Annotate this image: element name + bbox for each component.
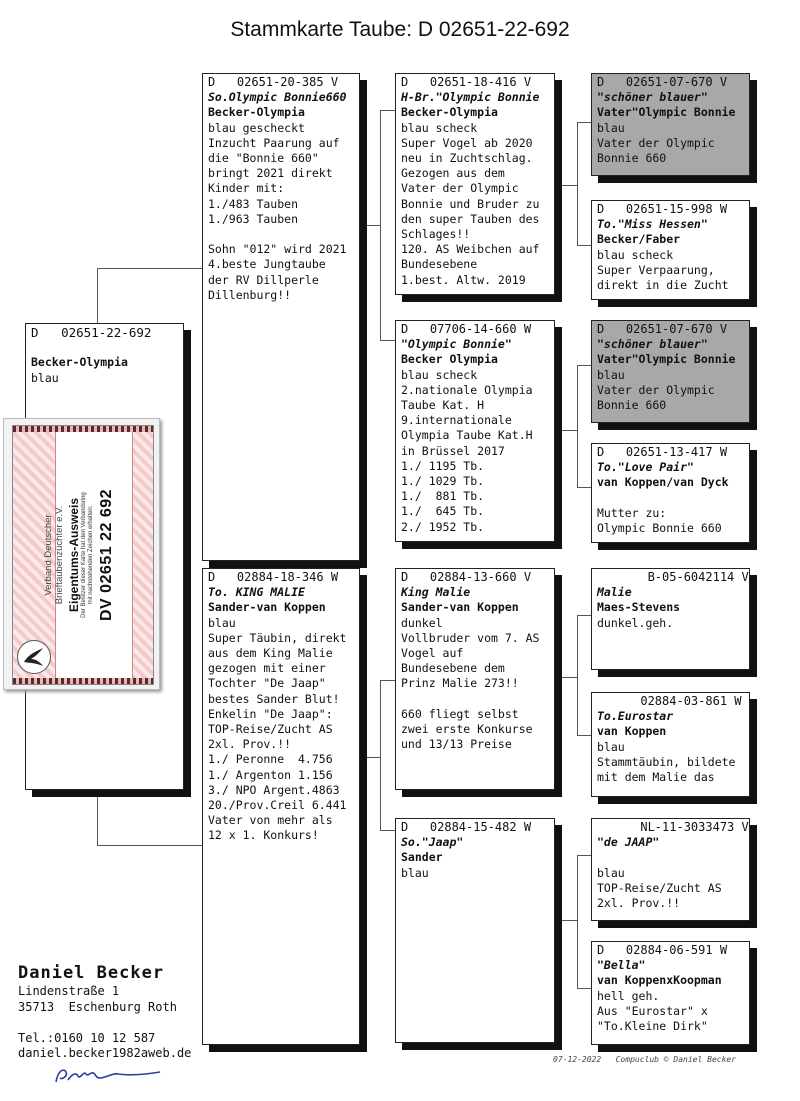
owner-spacer bbox=[18, 1015, 191, 1031]
pigeon-name: King Malie bbox=[401, 585, 471, 600]
pigeon-name: So.Olympic Bonnie660 bbox=[208, 90, 347, 105]
card-line: 2./ 1952 Tb. bbox=[401, 519, 485, 534]
breeder-name: Becker/Faber bbox=[597, 232, 681, 247]
ring-number: D 07706-14-660 W bbox=[401, 322, 532, 336]
card-line: blau bbox=[401, 865, 429, 880]
card-line: Vater von mehr als bbox=[208, 813, 333, 828]
card-line: blau gescheckt bbox=[208, 120, 305, 135]
card-line: zwei erste Konkurse bbox=[401, 722, 533, 737]
card-sire-sire bbox=[395, 73, 555, 295]
card-line: Mutter zu: bbox=[597, 505, 667, 520]
connector-line bbox=[577, 122, 578, 245]
breeder-name: Vater"Olympic Bonnie bbox=[597, 105, 736, 120]
owner-city: 35713 Eschenburg Roth bbox=[18, 999, 177, 1014]
id-card-heading: Eigentums-Ausweis bbox=[67, 497, 81, 613]
card-line: Kinder mit: bbox=[208, 181, 285, 196]
card-dam-sire-sire bbox=[591, 568, 750, 670]
card-line: TOP-Reise/Zucht AS bbox=[208, 722, 333, 737]
card-line: 2.nationale Olympia bbox=[401, 382, 533, 397]
connector-line bbox=[577, 245, 592, 246]
id-card-org-line1: Verband Deutscher bbox=[43, 514, 54, 596]
pigeon-name: "de JAAP" bbox=[597, 835, 660, 850]
card-dam-sire-dam bbox=[591, 692, 750, 797]
connector-line bbox=[577, 365, 578, 487]
card-dam bbox=[202, 568, 360, 1045]
connector-line bbox=[577, 122, 592, 123]
card-sire-dam-sire bbox=[591, 320, 750, 423]
breeder-name: Sander-van Koppen bbox=[208, 600, 326, 615]
card-line: blau bbox=[208, 615, 236, 630]
card-line: Vollbruder vom 7. AS bbox=[401, 630, 540, 645]
card-line bbox=[208, 227, 354, 242]
card-line: 1./ 881 Tb. bbox=[401, 489, 485, 504]
connector-line bbox=[577, 855, 578, 988]
connector-line bbox=[577, 988, 592, 989]
owner-email: daniel.becker1982aweb.de bbox=[18, 1046, 192, 1060]
card-line: blau bbox=[597, 865, 625, 880]
pigeon-logo-icon bbox=[17, 640, 51, 674]
card-line: Bonnie 660 bbox=[597, 151, 667, 166]
ring-number: D 02884-15-482 W bbox=[401, 820, 532, 834]
card-sire-sire-sire bbox=[591, 73, 750, 176]
card-line bbox=[31, 340, 178, 355]
card-dam-sire bbox=[395, 568, 555, 790]
pigeon-name: Malie bbox=[597, 585, 632, 600]
breeder-name: Sander bbox=[401, 850, 443, 865]
page-title: Stammkarte Taube: D 02651-22-692 bbox=[230, 18, 570, 41]
card-line: neu in Zuchtschlag. bbox=[401, 151, 533, 166]
pigeon-name: "schöner blauer" bbox=[597, 90, 708, 105]
breeder-name: van Koppen bbox=[597, 724, 667, 739]
card-line: Super Täubin, direkt bbox=[208, 630, 347, 645]
connector-line bbox=[380, 830, 395, 831]
card-line: Sohn "012" wird 2021 bbox=[208, 242, 347, 257]
card-line: 2xl. Prov.!! bbox=[597, 896, 681, 910]
card-line: der RV Dillperle bbox=[208, 272, 319, 287]
card-line: Prinz Malie 273!! bbox=[401, 676, 519, 691]
card-sire-dam-dam bbox=[591, 443, 750, 543]
pigeon-name: To."Miss Hessen" bbox=[597, 217, 708, 232]
card-line: Vogel auf bbox=[401, 646, 464, 661]
card-line: den super Tauben des bbox=[401, 211, 540, 226]
card-line: 1./963 Tauben bbox=[208, 211, 299, 226]
connector-line bbox=[577, 487, 592, 488]
card-sire-dam bbox=[395, 320, 555, 542]
footer-credit: 07-12-2022 Compuclub © Daniel Becker bbox=[553, 1055, 737, 1064]
card-line: Vater der Olympic bbox=[401, 181, 519, 196]
card-line: blau scheck bbox=[401, 367, 478, 382]
card-line: Bonnie 660 bbox=[597, 398, 667, 413]
card-line: aus dem King Malie bbox=[208, 646, 333, 661]
ring-number: 02884-03-861 W bbox=[597, 694, 742, 708]
breeder-name bbox=[597, 850, 744, 865]
ring-number: D 02651-07-670 V bbox=[597, 322, 728, 336]
ring-number: D 02884-13-660 V bbox=[401, 570, 532, 584]
card-sire-sire-dam bbox=[591, 200, 750, 300]
owner-block bbox=[18, 962, 191, 1062]
card-line: und 13/13 Preise bbox=[401, 737, 512, 752]
pigeon-name: H-Br."Olympic Bonnie bbox=[401, 90, 540, 105]
card-line: Super Vogel ab 2020 bbox=[401, 135, 533, 150]
connector-line bbox=[557, 430, 577, 431]
connector-line bbox=[97, 793, 98, 845]
connector-line bbox=[380, 680, 395, 681]
breeder-name: Maes-Stevens bbox=[597, 600, 681, 615]
connector-line bbox=[577, 855, 592, 856]
card-line bbox=[597, 491, 744, 506]
connector-line bbox=[97, 268, 203, 269]
breeder-name: Vater"Olympic Bonnie bbox=[597, 352, 736, 367]
card-dam-dam-dam bbox=[591, 941, 750, 1045]
card-line: 20./Prov.Creil 6.441 bbox=[208, 798, 347, 813]
card-line: Super Verpaarung, bbox=[597, 262, 715, 277]
owner-phone: Tel.:0160 10 12 587 bbox=[18, 1030, 156, 1045]
card-line: Taube Kat. H bbox=[401, 398, 485, 413]
card-line: 2xl. Prov.!! bbox=[208, 737, 292, 752]
ring-number: NL-11-3033473 V bbox=[597, 820, 749, 834]
breeder-name: Becker-Olympia bbox=[208, 105, 305, 120]
owner-street: Lindenstraße 1 bbox=[18, 984, 120, 998]
breeder-name: van Koppen/van Dyck bbox=[597, 475, 729, 490]
connector-line bbox=[360, 757, 380, 758]
id-card-org-line2: Brieftaubenzüchter e.V. bbox=[54, 505, 65, 605]
id-card-text-block bbox=[43, 432, 123, 678]
pigeon-name: "schöner blauer" bbox=[597, 337, 708, 352]
ring-number: D 02651-13-417 W bbox=[597, 445, 728, 459]
card-line: blau bbox=[31, 370, 59, 385]
connector-line bbox=[97, 845, 203, 846]
ring-number: B-05-6042114 V bbox=[597, 570, 749, 584]
id-card-ring-number: DV 02651 22 692 bbox=[98, 488, 115, 622]
card-line: 660 fliegt selbst bbox=[401, 706, 519, 721]
ring-number: D 02884-06-591 W bbox=[597, 943, 728, 957]
card-line: 120. AS Weibchen auf bbox=[401, 242, 540, 257]
card-line: Bonnie und Bruder zu bbox=[401, 196, 540, 211]
card-line: 1.best. Altw. 2019 bbox=[401, 272, 526, 287]
card-line: Vater der Olympic bbox=[597, 135, 715, 150]
connector-line bbox=[557, 920, 577, 921]
card-line: TOP-Reise/Zucht AS bbox=[597, 880, 722, 895]
card-line: blau bbox=[597, 367, 625, 382]
card-line: hell geh. bbox=[597, 988, 660, 1003]
card-line: Vater der Olympic bbox=[597, 382, 715, 397]
breeder-name: Becker Olympia bbox=[401, 352, 498, 367]
connector-line bbox=[577, 735, 592, 736]
connector-line bbox=[380, 340, 395, 341]
card-line: 1./ 645 Tb. bbox=[401, 504, 485, 519]
breeder-name: Becker-Olympia bbox=[401, 105, 498, 120]
card-line: bringt 2021 direkt bbox=[208, 166, 333, 181]
id-card-face bbox=[12, 425, 154, 685]
id-card-note-line1: Der Besitzer dieser Karte hat den Verbandsring bbox=[81, 492, 87, 618]
card-line: Bundesebene bbox=[401, 257, 478, 272]
card-line: 1./ Peronne 4.756 bbox=[208, 752, 333, 767]
connector-line bbox=[380, 680, 381, 830]
card-line: dunkel.geh. bbox=[597, 615, 674, 630]
card-line: 12 x 1. Konkurs! bbox=[208, 828, 319, 843]
card-line: Bundesebene dem bbox=[401, 661, 505, 676]
connector-line bbox=[577, 615, 592, 616]
card-line bbox=[401, 692, 549, 707]
card-line: "To.Kleine Dirk" bbox=[597, 1019, 708, 1034]
pigeon-name: "Bella" bbox=[597, 958, 646, 973]
card-line: Tochter "De Jaap" bbox=[208, 676, 326, 691]
ring-number: D 02651-15-998 W bbox=[597, 202, 728, 216]
card-line: blau bbox=[597, 739, 625, 754]
breeder-name: Becker-Olympia bbox=[31, 355, 128, 370]
card-line: Aus "Eurostar" x bbox=[597, 1003, 708, 1018]
ring-number: D 02651-22-692 bbox=[31, 325, 152, 340]
card-sire bbox=[202, 73, 360, 561]
card-line: mit dem Malie das bbox=[597, 770, 715, 785]
connector-line bbox=[380, 110, 381, 340]
breeder-name: Sander-van Koppen bbox=[401, 600, 519, 615]
id-card-edge bbox=[13, 678, 153, 684]
connector-line bbox=[97, 268, 98, 328]
card-line: 1./483 Tauben bbox=[208, 196, 299, 211]
card-dam-dam-sire bbox=[591, 818, 750, 921]
connector-line bbox=[577, 615, 578, 735]
card-dam-dam bbox=[395, 818, 555, 1043]
ring-number: D 02884-18-346 W bbox=[208, 570, 339, 584]
breeder-name: van KoppenxKoopman bbox=[597, 973, 722, 988]
id-card-note-line2: mit nachstehenden Zeichen erhalten: bbox=[88, 505, 94, 605]
pigeon-name: To.Eurostar bbox=[597, 709, 674, 724]
connector-line bbox=[577, 365, 592, 366]
ownership-id-card bbox=[3, 418, 160, 690]
card-line: die "Bonnie 660" bbox=[208, 151, 319, 166]
card-line: Olympic Bonnie 660 bbox=[597, 521, 722, 535]
ring-number: D 02651-20-385 V bbox=[208, 75, 339, 89]
signature-icon bbox=[52, 1062, 162, 1092]
card-line: Dillenburg!! bbox=[208, 287, 292, 302]
connector-line bbox=[557, 677, 577, 678]
owner-name: Daniel Becker bbox=[18, 963, 165, 983]
connector-line bbox=[380, 110, 395, 111]
card-line: 1./ Argenton 1.156 bbox=[208, 767, 333, 782]
card-line: gezogen mit einer bbox=[208, 661, 326, 676]
card-line: Stammtäubin, bildete bbox=[597, 754, 736, 769]
card-line: blau scheck bbox=[597, 247, 674, 262]
card-line: 3./ NPO Argent.4863 bbox=[208, 782, 340, 797]
card-line: direkt in die Zucht bbox=[597, 278, 729, 293]
ring-number: D 02651-07-670 V bbox=[597, 75, 728, 89]
card-line: 9.internationale bbox=[401, 413, 512, 428]
card-line: Inzucht Paarung auf bbox=[208, 135, 340, 150]
card-line: blau scheck bbox=[401, 120, 478, 135]
ring-number: D 02651-18-416 V bbox=[401, 75, 532, 89]
card-line: Olympia Taube Kat.H bbox=[401, 428, 533, 443]
card-line: Schlages!! bbox=[401, 227, 471, 242]
card-line: 1./ 1029 Tb. bbox=[401, 474, 485, 489]
card-line: Gezogen aus dem bbox=[401, 166, 505, 181]
connector-line bbox=[360, 225, 380, 226]
pigeon-name: So."Jaap" bbox=[401, 835, 464, 850]
card-line: 4.beste Jungtaube bbox=[208, 257, 326, 272]
card-line: bestes Sander Blut! bbox=[208, 691, 340, 706]
card-line: 1./ 1195 Tb. bbox=[401, 458, 485, 473]
pigeon-name: "Olympic Bonnie" bbox=[401, 337, 512, 352]
pigeon-name: To. KING MALIE bbox=[208, 585, 305, 600]
card-line: in Brüssel 2017 bbox=[401, 443, 505, 458]
card-line: blau bbox=[597, 120, 625, 135]
card-line: dunkel bbox=[401, 615, 443, 630]
card-line: Enkelin "De Jaap": bbox=[208, 706, 333, 721]
pigeon-name: To."Love Pair" bbox=[597, 460, 694, 475]
connector-line bbox=[557, 185, 577, 186]
